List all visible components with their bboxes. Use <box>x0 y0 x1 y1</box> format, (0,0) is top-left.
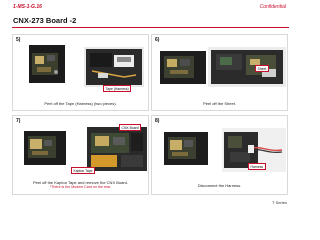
callout-tape-harness: Tape (Harness) <box>103 85 131 92</box>
step-number: 5) <box>16 37 21 43</box>
callout-sheet: Sheet <box>255 65 269 72</box>
callout-harness: Harness <box>248 163 266 170</box>
step-8-caption: Disconnect the Harness. <box>197 183 242 188</box>
step-6-caption: Peel off the Sheet. <box>203 101 236 106</box>
document-id: 1-MS-1-G.16 <box>13 4 42 10</box>
step-6-photo-a <box>160 51 206 84</box>
step-number: 6) <box>155 37 160 43</box>
step-6-panel <box>151 34 288 111</box>
step-7-caption: Peel off the Kapton Tape and remove the CNX Board. <box>32 180 129 185</box>
document-header <box>0 0 300 26</box>
step-6-photo-b <box>208 47 286 87</box>
step-number: 8) <box>155 118 160 124</box>
callout-kapton-tape: Kapton Tape <box>71 167 95 174</box>
confidential-label: Confidential <box>259 4 286 10</box>
step-8-photo-a <box>164 132 208 165</box>
step-5-caption: Peel off the Tape (Harness) (two pieces). <box>44 101 117 106</box>
step-7-note: *There is the Modem Card on the rear. <box>49 185 112 189</box>
step-number: 7) <box>16 118 21 124</box>
step-8-panel <box>151 115 288 195</box>
callout-cnx-board: CNX Board <box>119 124 141 131</box>
step-5-panel <box>12 34 149 111</box>
footer-brand: T Series <box>272 200 287 205</box>
step-5-photo-a <box>29 45 65 83</box>
step-5-photo-b <box>84 47 144 87</box>
page-title: CNX-273 Board -2 <box>13 16 77 25</box>
step-7-photo-a <box>24 131 66 165</box>
header-divider <box>12 27 289 28</box>
step-7-photo-b <box>87 127 147 171</box>
step-7-panel <box>12 115 149 195</box>
